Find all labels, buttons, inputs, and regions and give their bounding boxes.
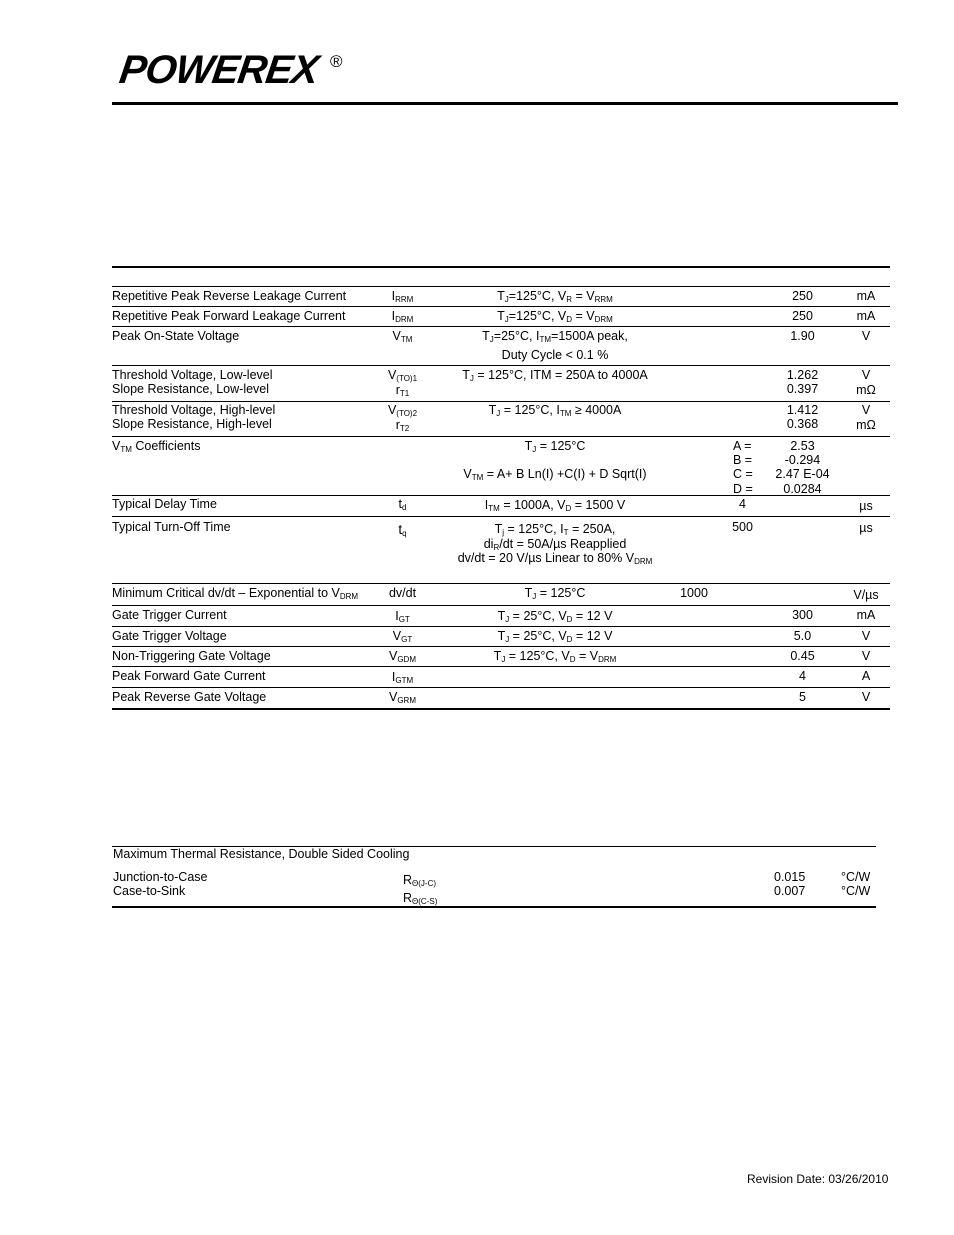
param-symbol: dv/dt (388, 586, 417, 600)
test-condition-line2: $di_R/dt = 50A/\mu s$ Reapplied (483, 537, 627, 552)
unit: V (861, 403, 871, 417)
max-value: 4 (799, 669, 806, 683)
row-divider (112, 626, 890, 627)
row-divider (112, 583, 890, 584)
max-value: 250 (792, 289, 813, 303)
test-condition: $T_J = 125^\circ C$, $I_{TM} \ge 4000A$ (488, 403, 622, 418)
param-symbol: $V_{GDM}$ (388, 649, 416, 664)
param-name: Gate Trigger Current (112, 608, 227, 622)
param-name: Repetitive Peak Forward Leakage Current (112, 309, 346, 323)
test-condition: $T_J = 125^\circ C$, $V_D = V_{DRM}$ (493, 649, 617, 664)
unit: mA (856, 309, 876, 323)
table-header-rule (112, 286, 890, 287)
max-value: 5.0 (793, 629, 812, 643)
unit: V (861, 629, 871, 643)
coefficient-formula: $V_{TM} = A+ B$ Ln(I) +C(I) + D Sqrt(I) (463, 467, 647, 482)
max-value: 300 (792, 608, 813, 622)
param-symbol: $R_{\Theta(C-S)}$ (403, 891, 438, 906)
test-condition: $T_J=25^\circ C$, $I_{TM}=1500A$ peak, (482, 329, 628, 344)
unit: A (861, 669, 871, 683)
param-symbol: $r_{T1}$ (395, 383, 410, 398)
thermal-bottom-rule (112, 906, 876, 908)
test-condition-line2: Duty Cycle < 0.1 % (501, 348, 609, 362)
row-divider (112, 326, 890, 327)
param-name: Repetitive Peak Reverse Leakage Current (112, 289, 347, 303)
max-value: 1.90 (790, 329, 815, 343)
coef-value: -0.294 (784, 453, 821, 467)
test-condition: $T_j = 125^\circ C$, $I_T = 250A$, (494, 522, 616, 537)
row-divider (112, 687, 890, 688)
test-condition: $T_J = 125^\circ C$, ITM = 250A to 4000A (462, 368, 648, 383)
max-value: 0.45 (790, 649, 815, 663)
param-name: Non-Triggering Gate Voltage (112, 649, 271, 663)
param-name: Threshold Voltage, Low-level (112, 368, 273, 382)
typ-value: 500 (732, 520, 753, 534)
registered-mark: ® (330, 52, 343, 71)
unit: V (861, 368, 871, 382)
unit: mΩ (856, 418, 876, 432)
param-name: Slope Resistance, Low-level (112, 382, 270, 396)
coef-label: C = (733, 467, 753, 481)
param-symbol: $V_{(TO)1}$ (387, 368, 418, 383)
param-symbol: $I_{GTM}$ (391, 670, 414, 685)
row-divider (112, 516, 890, 517)
unit: °C/W (841, 870, 871, 884)
test-condition: $T_J=125^\circ C$, $V_D = V_{DRM}$ (497, 309, 613, 324)
param-symbol: $I_{DRM}$ (391, 309, 414, 324)
typ-value: 4 (739, 497, 746, 511)
coef-value: 0.0284 (783, 482, 822, 496)
param-name: Gate Trigger Voltage (112, 629, 227, 643)
param-name: Slope Resistance, High-level (112, 417, 272, 431)
param-symbol: $R_{\Theta(J-C)}$ (403, 873, 437, 888)
test-condition: $I_{TM} = 1000A$, $V_D = 1500$ V (484, 498, 626, 513)
unit: mA (856, 289, 876, 303)
param-name: Case-to-Sink (113, 884, 186, 898)
max-value: 5 (799, 690, 806, 704)
param-name: Peak Reverse Gate Voltage (112, 690, 267, 704)
param-name: Typical Turn-Off Time (112, 520, 231, 534)
test-condition: $T_J = 125^\circ C$ (524, 439, 586, 454)
unit: V (861, 329, 871, 343)
coef-label: B = (733, 453, 753, 467)
coef-label: A = (733, 439, 752, 453)
param-symbol: $t_q$ (398, 522, 407, 538)
row-divider (112, 666, 890, 667)
param-symbol: $r_{T2}$ (395, 418, 410, 433)
min-value: 1000 (680, 586, 708, 600)
param-symbol: $V_{TM}$ (392, 329, 413, 344)
test-condition: $T_J = 25^\circ C$, $V_D = 12$ V (497, 609, 613, 624)
unit: V/µs (853, 588, 879, 602)
unit: V (861, 649, 871, 663)
coef-value: 2.47 E-04 (775, 467, 830, 481)
thermal-title: Maximum Thermal Resistance, Double Sided Cooling (113, 847, 410, 861)
param-symbol: $V_{GT}$ (392, 629, 413, 644)
param-symbol: $I_{GT}$ (395, 609, 410, 624)
param-symbol: $I_{RRM}$ (391, 289, 414, 304)
param-name: Peak On-State Voltage (112, 329, 240, 343)
test-condition: $T_J = 125^\circ C$ (524, 586, 586, 601)
row-divider (112, 436, 890, 437)
table-bottom-rule (112, 708, 890, 710)
max-value: 0.397 (786, 382, 819, 396)
row-divider (112, 646, 890, 647)
max-value: 1.412 (786, 403, 819, 417)
row-divider (112, 306, 890, 307)
unit: µs (859, 521, 873, 535)
table-top-rule (112, 266, 890, 268)
param-name: $V_{TM}$ Coefficients (112, 439, 201, 454)
unit: V (861, 690, 871, 704)
unit: µs (859, 499, 873, 513)
max-value: 0.368 (786, 417, 819, 431)
param-name: Junction-to-Case (113, 870, 208, 884)
param-symbol: $V_{(TO)2}$ (387, 403, 418, 418)
brand-name: POWEREX (116, 48, 321, 92)
revision-date: Revision Date: 03/26/2010 (747, 1172, 889, 1186)
coef-value: 2.53 (790, 439, 815, 453)
row-divider (112, 365, 890, 366)
param-symbol: $V_{GRM}$ (388, 690, 416, 705)
param-name: Peak Forward Gate Current (112, 669, 266, 683)
test-condition-line3: dv/dt = 20 V/µs Linear to 80% $V_{DRM}$ (457, 551, 653, 566)
param-name: Typical Delay Time (112, 497, 217, 511)
unit: °C/W (841, 884, 871, 898)
row-divider (112, 401, 890, 402)
test-condition: $T_J=125^\circ C$, $V_R = V_{RRM}$ (497, 289, 613, 304)
header-rule (112, 102, 898, 105)
param-symbol: $t_d$ (398, 497, 407, 512)
coef-label: D = (733, 482, 753, 496)
test-condition: $T_J = 25^\circ C$, $V_D = 12$ V (497, 629, 613, 644)
row-divider (112, 605, 890, 606)
max-value: 0.015 (774, 870, 806, 884)
unit: mΩ (856, 383, 876, 397)
param-name: Threshold Voltage, High-level (112, 403, 276, 417)
unit: mA (856, 608, 876, 622)
max-value: 250 (792, 309, 813, 323)
max-value: 1.262 (786, 368, 819, 382)
max-value: 0.007 (774, 884, 806, 898)
param-name: Minimum Critical dv/dt – Exponential to $V_{DRM}$ (112, 586, 359, 601)
